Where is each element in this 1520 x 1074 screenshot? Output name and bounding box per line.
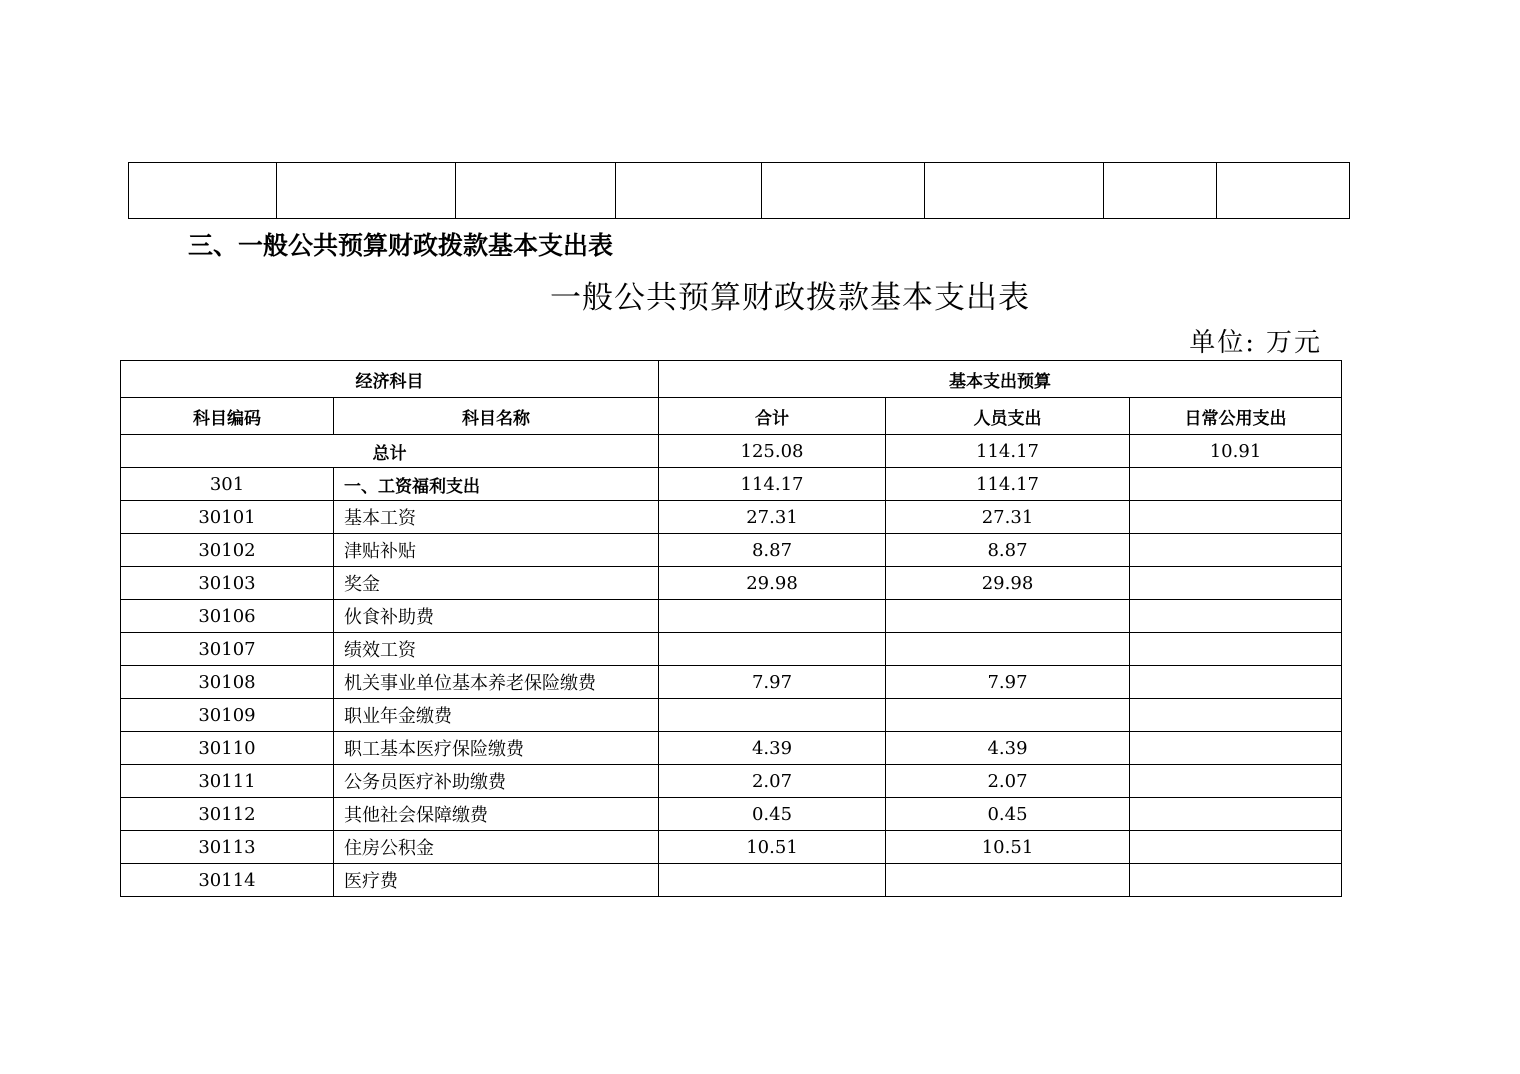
row-public: [1130, 633, 1342, 666]
row-total: [659, 600, 886, 633]
table-title: 一般公共预算财政拨款基本支出表: [550, 280, 1030, 316]
row-public: [1130, 534, 1342, 567]
row-personnel: [886, 600, 1130, 633]
fragment-cell: [762, 163, 925, 219]
header-public: 日常公用支出: [1130, 398, 1342, 435]
row-public: [1130, 567, 1342, 600]
row-name: 职工基本医疗保险缴费: [334, 732, 659, 765]
table-row: [121, 600, 1342, 633]
grand-total-public: 10.91: [1130, 435, 1342, 468]
row-public: [1130, 468, 1342, 501]
row-name: 基本工资: [334, 501, 659, 534]
row-code: 30112: [121, 798, 334, 831]
table-row: [121, 534, 1342, 567]
row-name: 奖金: [334, 567, 659, 600]
previous-table-fragment: [128, 162, 1350, 219]
row-total: [659, 864, 886, 897]
grand-total-total: 125.08: [659, 435, 886, 468]
row-total: 8.87: [659, 534, 886, 567]
header-group-row: [121, 361, 1342, 398]
header-personnel: 人员支出: [886, 398, 1130, 435]
row-name: 一、工资福利支出: [334, 468, 659, 501]
row-code: 30108: [121, 666, 334, 699]
row-personnel: 4.39: [886, 732, 1130, 765]
fragment-cell: [277, 163, 456, 219]
row-personnel: 2.07: [886, 765, 1130, 798]
fragment-cell: [1104, 163, 1217, 219]
table-row: [121, 468, 1342, 501]
row-code: 30103: [121, 567, 334, 600]
row-personnel: 114.17: [886, 468, 1130, 501]
row-code: 30111: [121, 765, 334, 798]
row-code: 30113: [121, 831, 334, 864]
row-code: 30109: [121, 699, 334, 732]
row-total: 10.51: [659, 831, 886, 864]
unit-label: [1189, 322, 1322, 359]
header-code: 科目编码: [121, 398, 334, 435]
table-row: [121, 501, 1342, 534]
table-row: [121, 633, 1342, 666]
fragment-cell: [616, 163, 762, 219]
table-row: [121, 699, 1342, 732]
row-personnel: 7.97: [886, 666, 1130, 699]
table-row: [121, 765, 1342, 798]
row-name: 绩效工资: [334, 633, 659, 666]
grand-total-personnel: 114.17: [886, 435, 1130, 468]
grand-total-label: 总计: [121, 435, 659, 468]
grand-total-row: [121, 435, 1342, 468]
row-public: [1130, 600, 1342, 633]
row-total: 2.07: [659, 765, 886, 798]
row-name: 其他社会保障缴费: [334, 798, 659, 831]
row-public: [1130, 765, 1342, 798]
row-name: 住房公积金: [334, 831, 659, 864]
row-total: 0.45: [659, 798, 886, 831]
row-personnel: [886, 699, 1130, 732]
row-public: [1130, 798, 1342, 831]
header-total: 合计: [659, 398, 886, 435]
unit-label-text: 单位:: [1189, 328, 1256, 358]
table-row: [121, 864, 1342, 897]
row-name: 津贴补贴: [334, 534, 659, 567]
row-total: 27.31: [659, 501, 886, 534]
row-name: 机关事业单位基本养老保险缴费: [334, 666, 659, 699]
section-heading: 三、一般公共预算财政拨款基本支出表: [188, 231, 614, 260]
row-code: 30114: [121, 864, 334, 897]
table-row: [121, 567, 1342, 600]
row-name: 公务员医疗补助缴费: [334, 765, 659, 798]
row-name: 伙食补助费: [334, 600, 659, 633]
row-code: 30110: [121, 732, 334, 765]
header-name: 科目名称: [334, 398, 659, 435]
row-public: [1130, 699, 1342, 732]
row-code: 30102: [121, 534, 334, 567]
row-total: 114.17: [659, 468, 886, 501]
row-name: 医疗费: [334, 864, 659, 897]
row-name: 职业年金缴费: [334, 699, 659, 732]
header-basic-budget: 基本支出预算: [659, 361, 1342, 398]
header-row: [121, 398, 1342, 435]
row-personnel: 29.98: [886, 567, 1130, 600]
table-row: [121, 666, 1342, 699]
fragment-cell: [925, 163, 1104, 219]
row-personnel: 8.87: [886, 534, 1130, 567]
row-personnel: 10.51: [886, 831, 1130, 864]
row-total: [659, 699, 886, 732]
unit-value: 万元: [1265, 328, 1322, 358]
table-row: [121, 732, 1342, 765]
table-row: [121, 798, 1342, 831]
row-public: [1130, 864, 1342, 897]
fragment-row: [129, 163, 1350, 219]
table-row: [121, 831, 1342, 864]
row-total: 4.39: [659, 732, 886, 765]
fragment-cell: [1217, 163, 1350, 219]
header-economic-subject: 经济科目: [121, 361, 659, 398]
row-code: 30101: [121, 501, 334, 534]
row-code: 301: [121, 468, 334, 501]
row-total: [659, 633, 886, 666]
row-personnel: 0.45: [886, 798, 1130, 831]
budget-table: [120, 360, 1342, 897]
row-public: [1130, 666, 1342, 699]
row-public: [1130, 831, 1342, 864]
fragment-cell: [456, 163, 616, 219]
row-code: 30106: [121, 600, 334, 633]
row-personnel: [886, 864, 1130, 897]
fragment-cell: [129, 163, 277, 219]
row-personnel: [886, 633, 1130, 666]
row-total: 29.98: [659, 567, 886, 600]
row-public: [1130, 501, 1342, 534]
row-code: 30107: [121, 633, 334, 666]
row-personnel: 27.31: [886, 501, 1130, 534]
row-total: 7.97: [659, 666, 886, 699]
row-public: [1130, 732, 1342, 765]
